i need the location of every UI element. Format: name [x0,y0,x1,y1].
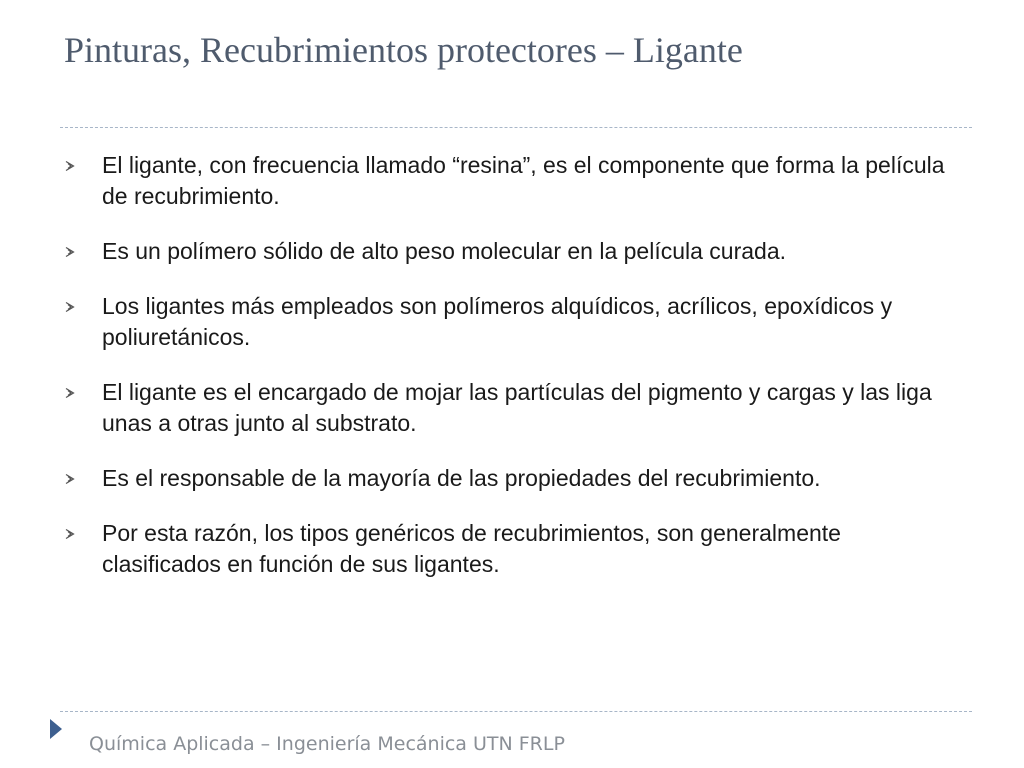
title-divider [60,127,972,128]
bullet-text: Es el responsable de la mayoría de las propiedades del recubrimiento. [102,465,821,491]
bullet-text: El ligante es el encargado de mojar las partículas del pigmento y cargas y las liga unas a otras junto al substrato. [102,379,932,436]
bullet-item [64,377,964,439]
bullet-text: Los ligantes más empleados son polímeros alquídicos, acrílicos, epoxídicos y poliuretánicos. [102,293,893,350]
triangle-right-icon [47,716,65,742]
slide-title: Pinturas, Recubrimientos protectores – Ligante [64,30,743,70]
bullet-item [64,150,964,212]
bullet-item [64,463,964,494]
bullet-item [64,236,964,267]
footer-divider [60,711,972,712]
bullet-item [64,518,964,580]
chevron-right-outline-icon [64,246,76,258]
chevron-right-outline-icon [64,301,76,313]
bullet-list [64,150,964,604]
chevron-right-outline-icon [64,160,76,172]
chevron-right-outline-icon [64,528,76,540]
footer-text: Química Aplicada – Ingeniería Mecánica UTN FRLP [89,733,565,755]
chevron-right-outline-icon [64,473,76,485]
bullet-text: El ligante, con frecuencia llamado “resina”, es el componente que forma la película de recubrimiento. [102,152,945,209]
bullet-item [64,291,964,353]
bullet-text: Por esta razón, los tipos genéricos de recubrimientos, son generalmente clasificados en función de sus ligantes. [102,520,841,577]
chevron-right-outline-icon [64,387,76,399]
bullet-text: Es un polímero sólido de alto peso molecular en la película curada. [102,238,787,264]
